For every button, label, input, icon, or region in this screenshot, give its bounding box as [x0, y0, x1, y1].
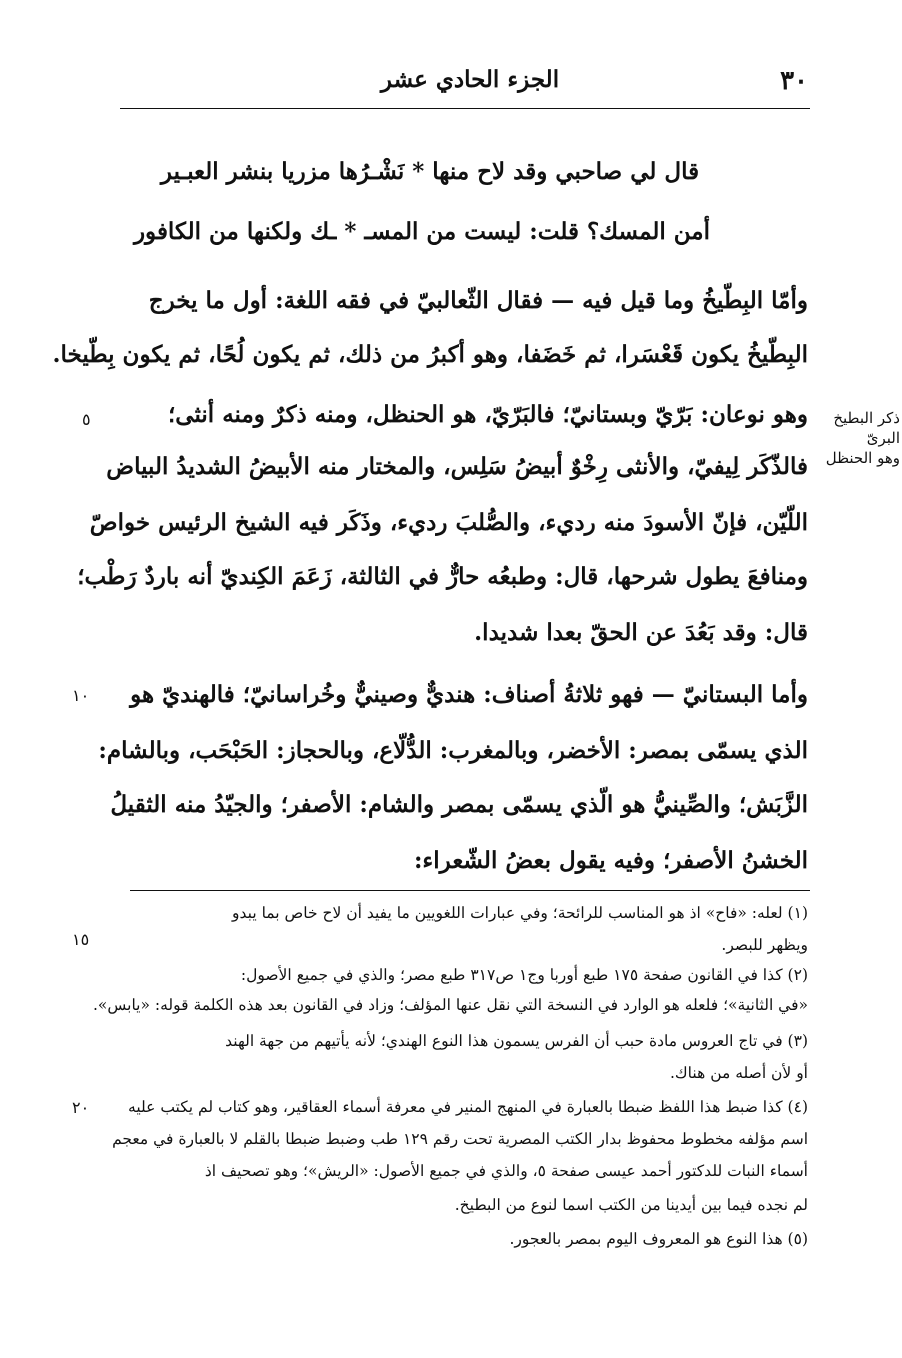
body-line: وأما البستانيّ — فهو ثلاثةُ أصناف: هنديٌّ وصينيٌّ وخُراسانيّ؛ فالهنديّ هو — [130, 681, 808, 708]
footnote-line: ويظهر للبصر. — [721, 936, 808, 954]
body-line: ومنافعَ يطول شرحها، قال: وطبعُه حارٌّ في الثالثة، زَعَمَ الكِنديّ أنه باردٌ رَطْب؛ — [77, 563, 808, 590]
body-line: اللّيّن، فإنّ الأسودَ منه رديء، والصُّلبَ رديء، وذَكَر فيه الشيخ الرئيس خواصّ — [89, 509, 808, 536]
body-line: فالذّكَر لِيفيّ، والأنثى رِخْوٌ أبيضُ سَلِس، والمختار منه الأبيضُ الشديدُ البياض — [106, 453, 808, 480]
line-number: ٥ — [82, 410, 91, 429]
body-line: وهو نوعان: بَرّيّ وبستانيّ؛ فالبَرّيّ، هو الحنظل، ومنه ذكرٌ ومنه أنثى؛ — [167, 401, 808, 428]
line-number: ١٥ — [72, 930, 90, 949]
line-number: ١٠ — [72, 686, 90, 705]
footnote-line: أسماء النبات للدكتور أحمد عيسى صفحة ٥، والذي في جميع الأصول: «الريش»؛ وهو تصحيف اذ — [204, 1162, 808, 1180]
margin-note — [800, 408, 900, 468]
running-header-title: الجزء الحادي عشر — [380, 66, 560, 93]
body-line: الزَّبَش؛ والصِّينيُّ هو الّذي يسمّى بمصر والشام: الأصفر؛ والجيّدُ منه الثقيلُ — [110, 791, 808, 818]
body-line: البِطّيخُ يكون قَعْسَرا، ثم خَضَفا، وهو أكبرُ من ذلك، ثم يكون لُحًا، ثم يكون بِطّيخا. — [52, 341, 808, 368]
footnote-line: (٣) في تاج العروس مادة حبب أن الفرس يسمون هذا النوع الهندي؛ لأنه يأتيهم من جهة الهند — [225, 1032, 808, 1050]
footnote-line: (٢) كذا في القانون صفحة ١٧٥ طبع أوربا وج١ ص٣١٧ طبع مصر؛ والذي في جميع الأصول: — [240, 966, 808, 984]
margin-note-line: وهو الحنظل — [825, 449, 900, 467]
body-line: وأمّا البِطّيخُ وما قيل فيه — فقال الثّعالبيّ في فقه اللغة: أول ما يخرج — [148, 287, 808, 314]
verse-line: أمن المسك؟ قلت: ليست من المسـ * ـك ولكنها من الكافور — [133, 218, 710, 245]
footnote-rule — [130, 890, 810, 891]
footnote-line: اسم مؤلفه مخطوط محفوظ بدار الكتب المصرية تحت رقم ١٢٩ طب وضبط ضبطا بالقلم لا بالعبارة في معجم — [112, 1130, 808, 1148]
line-number: ٢٠ — [72, 1098, 90, 1117]
body-line: الذي يسمّى بمصر: الأخضر، وبالمغرب: الدُّلّاع، وبالحجاز: الحَبْحَب، وبالشام: — [98, 737, 808, 764]
header-rule — [120, 108, 810, 109]
body-line: قال: وقد بَعُدَ عن الحقّ بعدا شديدا. — [474, 619, 808, 646]
page-number: ٣٠ — [780, 66, 808, 96]
footnote-line: لم نجده فيما بين أيدينا من الكتب اسما لنوع من البطيخ. — [454, 1196, 808, 1214]
footnote-line: (٤) كذا ضبط هذا اللفظ ضبطا بالعبارة في المنهج المنير في معرفة أسماء العقاقير، وهو كتاب لم يكتب عليه — [128, 1098, 808, 1116]
verse-line: قال لي صاحبي وقد لاح منها * نَشْـرُها مزريا بنشر العبـير — [160, 158, 700, 185]
margin-note-line: ذكر البطيخ البرىّ — [833, 409, 900, 447]
footnote-line: «في الثانية»؛ فلعله هو الوارد في النسخة التي نقل عنها المؤلف؛ وزاد في القانون بعد هذه الكلمة قوله: «يابس». — [92, 996, 808, 1014]
footnote-line: أو لأن أصله من هناك. — [669, 1064, 808, 1082]
body-line: الخشنُ الأصفر؛ وفيه يقول بعضُ الشّعراء: — [413, 847, 808, 874]
footnote-line: (١) لعله: «فاح» اذ هو المناسب للرائحة؛ وفي عبارات اللغويين ما يفيد أن لاح خاص بما يبدو — [232, 904, 808, 922]
footnote-line: (٥) هذا النوع هو المعروف اليوم بمصر بالعجور. — [509, 1230, 808, 1248]
